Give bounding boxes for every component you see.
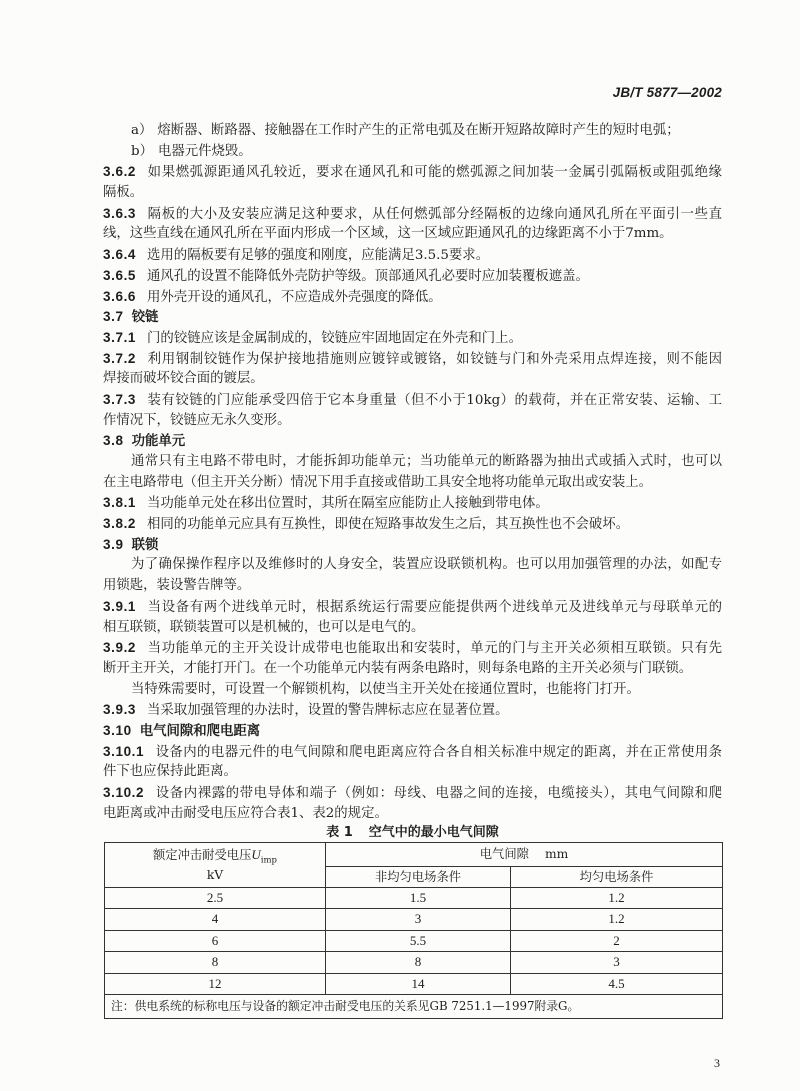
table-cell: 12 [105,974,326,995]
text-line: 件下也应保持此距离。 [103,764,237,780]
table-row [105,931,723,952]
clause-text: 利用钢制铰链作为保护接地措施则应镀锌或镀铬，如铰链与门和外壳采用点焊连接，则不能因 [147,351,722,367]
text-line [103,142,722,163]
clause-text: 用外壳开设的通风孔，不应造成外壳强度的降低。 [147,289,442,305]
clause-3-9-2 [103,638,722,679]
text-line [103,390,722,411]
clause-text: 隔板的大小及安装应满足这种要求，从任何燃弧部分经隔板的边缘向通风孔所在平面引一些直 [147,206,722,222]
text-line: 作情况下，铰链应无永久变形。 [103,412,291,428]
section-number: 3.9 [103,536,124,552]
text-line [103,266,722,287]
table-row [105,952,723,974]
header-clearance-label: 电气间隙 [479,847,529,862]
table-row [105,888,723,909]
text-line [103,204,722,225]
table-note: 注：供电系统的标称电压与设备的额定冲击耐受电压的关系见GB 7251.1—1997附录G。 [105,995,723,1019]
text-line: 电距离或冲击耐受电压应符合表1、表2的规定。 [103,805,388,821]
text-line [103,721,722,742]
table-row [105,909,723,931]
clause-number: 3.7.2 [103,350,137,366]
clause-number: 3.7.1 [103,329,137,345]
table-cell: 1.2 [511,909,723,931]
section-heading-3-9 [103,535,722,556]
clause-text: 门的铰链应该是金属制成的，铰链应牢固地固定在外壳和门上。 [147,330,522,346]
table-cell: 4.5 [511,974,723,995]
standard-code-header: JB/T 5877—2002 [612,85,722,100]
table-cell: 5.5 [326,931,511,952]
clause-3-10-1 [103,742,722,783]
list-marker: a） [131,123,153,138]
clause-number: 3.8.2 [103,516,137,532]
text-line [103,162,722,183]
table-cell: 1.5 [326,888,511,909]
clause-text: 设备内裸露的带电导体和端子（例如：母线、电器之间的连接，电缆接头），其电气间隙和爬 [155,786,722,801]
text-line: 隔板。 [103,185,144,201]
clause-number: 3.7.3 [103,391,137,407]
table-header-row [105,843,723,867]
table-cell: 14 [326,974,511,995]
header-uniform-field: 均匀电场条件 [511,867,723,888]
clause-text: 装有铰链的门应能承受四倍于它本身重量（但不小于10kg）的载荷，并在正常安装、运输、工 [147,392,722,408]
header-clearance [326,843,723,867]
list-item-a [103,121,722,142]
document-body [103,121,722,824]
clause-text: 相同的功能单元应具有互换性，即使在短路事故发生之后，其互换性也不会破坏。 [147,517,630,533]
page-number: 3 [714,1056,720,1070]
clause-text: 当设备有两个进线单元时，根据系统运行需要应能提供两个进线单元及进线单元与母联单元的 [147,599,722,615]
header-nonuniform-field: 非均匀电场条件 [326,867,511,888]
list-item-b [103,142,722,163]
list-item-text: 电器元件烧毁。 [157,143,252,159]
paragraph [103,555,722,596]
clause-3-7-3 [103,390,722,431]
text-line: 断开主开关，才能打开门。在一个功能单元内装有两条电路时，则每条电路的主开关必须与门联锁。 [103,660,693,676]
text-line: 通常只有主电路不带电时，才能拆卸功能单元；当功能单元的断路器为抽出式或插入式时，也可以 [131,454,722,469]
clause-text: 当功能单元处在移出位置时，其所在隔室应能防止人接触到带电体。 [147,496,549,512]
clause-3-9-1 [103,597,722,638]
table-cell: 3 [326,909,511,931]
clause-number: 3.6.5 [103,267,137,283]
text-line: 用锁匙，装设警告牌等。 [103,578,251,594]
text-line: 为了确保操作程序以及维修时的人身安全，装置应设联锁机构。也可以用加强管理的办法，如配专 [131,557,722,573]
voltage-symbol: U [251,847,261,862]
clause-3-8-1 [103,493,722,514]
text-line [103,431,722,452]
clause-number: 3.8.1 [103,495,137,511]
table-title: 空气中的最小电气间隙 [368,825,499,840]
text-line [103,638,722,659]
voltage-subscript: imp [260,855,277,866]
text-line: 在主电路带电（但主开关分断）情况下用手直接或借助工具安全地将功能单元取出或安装上。 [103,474,653,490]
clause-number: 3.9.3 [103,702,137,718]
clause-text: 设备内的电器元件的电气间隙和爬电距离应符合各自相关标准中规定的距离，并在正常使用条 [155,744,722,760]
table-cell: 4 [105,909,326,931]
clause-text: 选用的隔板要有足够的强度和刚度，应能满足3.5.5要求。 [147,248,490,264]
section-title: 铰链 [131,310,159,326]
clause-3-8-2 [103,514,722,535]
table-cell: 2 [511,931,723,952]
clause-text: 通风孔的设置不能降低外壳防护等级。顶部通风孔必要时应加装覆板遮盖。 [147,268,589,284]
clause-3-6-2 [103,162,722,203]
clause-3-7-2 [103,349,722,390]
clause-number: 3.6.4 [103,247,137,263]
clause-number: 3.10.1 [103,743,145,759]
section-number: 3.7 [103,309,124,325]
table-cell: 2.5 [105,888,326,909]
text-line [103,535,722,556]
table-row [105,974,723,995]
table-1 [104,842,723,1019]
clause-number: 3.6.6 [103,288,137,304]
text-line [103,742,722,763]
paragraph [103,452,722,493]
table-cell: 3 [511,952,723,974]
text-line [103,493,722,514]
text-line [103,597,722,618]
header-label-text: 额定冲击耐受电压 [152,848,252,862]
section-title: 功能单元 [131,434,186,450]
clause-3-9-3 [103,700,722,721]
clause-3-7-1 [103,328,722,349]
clause-number: 3.9.1 [103,598,137,614]
clause-number: 3.6.3 [103,205,137,221]
header-impulse-voltage [105,843,326,888]
table-cell: 8 [105,952,326,974]
clause-number: 3.6.2 [103,164,137,180]
table-label: 表 1 [326,825,353,840]
section-heading-3-8 [103,431,722,452]
table-cell: 1.2 [511,888,723,909]
table-cell: 6 [105,931,326,952]
text-line: 当特殊需要时，可设置一个解锁机构，以使当主开关处在接通位置时，也能将门打开。 [131,681,640,697]
clause-text: 当功能单元的主开关设计成带电也能取出和安装时，单元的门与主开关必须相互联锁。只有先 [147,641,722,657]
list-marker: b） [131,143,153,159]
paragraph [103,680,722,701]
text-line [103,328,722,349]
list-item-text: 熔断器、断路器、接触器在工作时产生的正常电弧及在断开短路故障时产生的短时电弧； [157,123,680,138]
clause-3-6-4 [103,245,722,266]
table-caption [103,824,722,842]
header-impulse-voltage-unit: kV [206,868,224,882]
clause-number: 3.10.2 [103,785,145,800]
clause-3-6-5 [103,266,722,287]
text-line [103,245,722,266]
text-line [103,287,722,308]
clause-3-6-6 [103,287,722,308]
header-clearance-unit: mm [544,847,569,862]
clause-3-10-2 [103,783,722,824]
text-line [103,514,722,535]
clause-number: 3.9.2 [103,640,137,656]
header-impulse-voltage-label [105,844,325,865]
table-note-row [105,995,723,1019]
text-line [103,783,722,804]
text-line [103,349,722,370]
clause-text: 当采取加强管理的办法时，设置的警告牌标志应在显著位置。 [147,703,509,719]
text-line: 线，这些直线在通风孔所在平面内形成一个区域，这一区域应距通风孔的边缘距离不小于7mm。 [103,226,673,242]
text-line [103,307,722,328]
section-number: 3.8 [103,433,124,449]
text-line: 焊接而破坏铰合面的镀层。 [103,371,264,387]
clause-text: 如果燃弧源距通风孔较近，要求在通风孔和可能的燃弧源之间加装一金属引弧隔板或阻弧绝缘 [147,165,722,181]
section-heading-3-10 [103,721,722,742]
text-line [103,700,722,721]
section-title: 联锁 [131,537,159,553]
section-number: 3.10 [103,722,132,738]
text-line: 相互联锁，联锁装置可以是机械的，也可以是电气的。 [103,619,425,635]
section-title: 电气间隙和爬电距离 [139,723,261,739]
section-heading-3-7 [103,307,722,328]
clause-3-6-3 [103,204,722,245]
table-cell: 8 [326,952,511,974]
text-line [103,121,722,142]
